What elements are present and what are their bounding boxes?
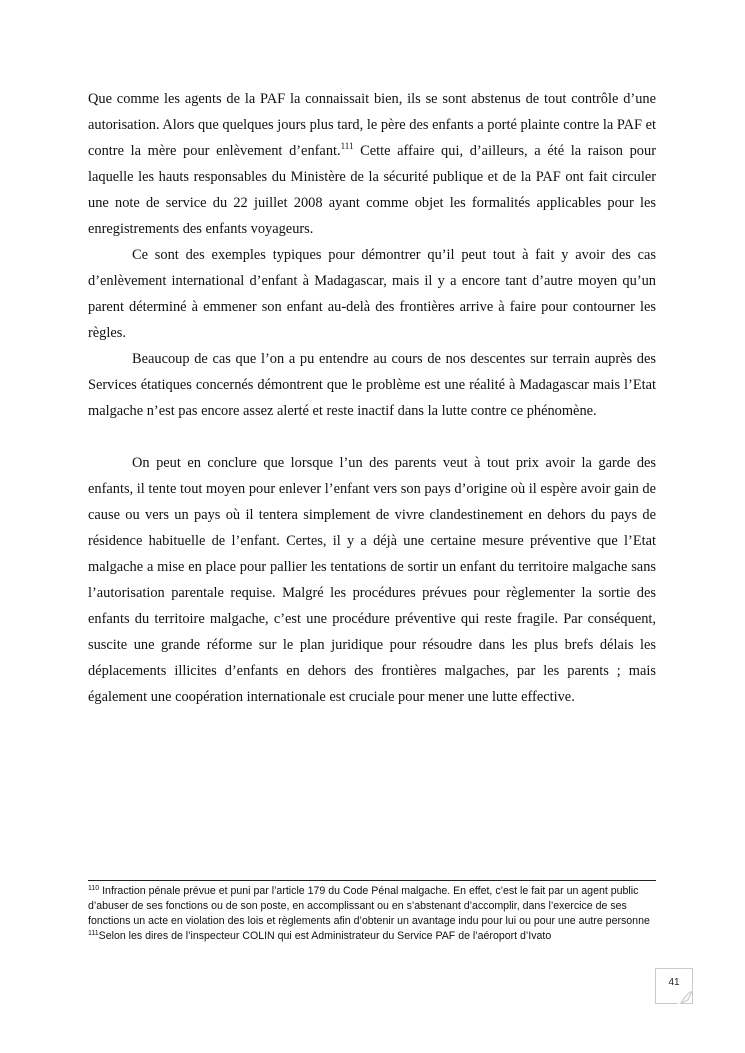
footnote-110	[88, 884, 656, 929]
page-curl-icon	[677, 990, 693, 1004]
paragraph-1	[88, 86, 656, 242]
footnote-number: 110	[88, 885, 100, 892]
paragraph-1-continuation: Cette affaire qui, d’ailleurs, a été la raison pour laquelle les hauts responsables du Ministère de la sécurité publique et de la PAF ont fait circuler une note de service du 22 juillet 2008 ayant comme objet les formalités applicables pour les enregistrements des enfants voyageurs.	[88, 143, 656, 237]
footnote-text: Infraction pénale prévue et puni par l’article 179 du Code Pénal malgache. En effet, c’est le fait par un agent public d’abuser de ses fonctions ou de son poste, en accomplissant ou en s’abstenant d’accomplir, dans l’exercice de ses fonctions un acte en violation des lois et règlements afin d’obtenir un avantage indu pour lui ou pour une autre personne	[88, 885, 650, 927]
footnote-number: 111	[88, 930, 99, 937]
footnote-reference-111[interactable]: 111	[340, 141, 354, 151]
footnote-111	[88, 929, 656, 944]
page-number: 41	[668, 977, 680, 988]
footnote-text: Selon les dires de l’inspecteur COLIN qui est Administrateur du Service PAF de l’aéroport d’Ivato	[98, 930, 552, 942]
footnotes	[88, 884, 656, 944]
paragraph-1-text: Que comme les agents de la PAF la connaissait bien, ils se sont abstenus de tout contrôle d’une autorisation. Alors que quelques jours plus tard, le père des enfants a porté plainte contre la PAF et contre la mère pour enlèvement d’enfant.	[88, 91, 656, 159]
body-text	[88, 86, 656, 710]
paragraph-4: On peut en conclure que lorsque l’un des parents veut à tout prix avoir la garde des enfants, il tente tout moyen pour enlever l’enfant vers son pays d’origine où il espère avoir gain de cause ou vers un pays où il tentera simplement de vivre clandestinement en dehors du pays de résidence habituelle de l’enfant. Certes, il y a déjà une certaine mesure préventive que l’Etat malgache a mise en place pour pallier les tentations de sortir un enfant du territoire malgache sans l’autorisation parentale requise. Malgré les procédures prévues pour règlementer la sortie des enfants du territoire malgache, c’est une procédure préventive qui reste fragile. Par conséquent, suscite une grande réforme sur le plan juridique pour résoudre dans les plus brefs délais les déplacements illicites d’enfants en dehors des frontières malgaches, par les parents ; mais également une coopération internationale est cruciale pour mener une lutte effective.	[88, 455, 656, 705]
paragraph-3: Beaucoup de cas que l’on a pu entendre au cours de nos descentes sur terrain auprès des Services étatiques concernés démontrent que le problème est une réalité à Madagascar mais l’Etat malgache n’est pas encore assez alerté et reste inactif dans la lutte contre ce phénomène.	[88, 351, 656, 419]
paragraph-2: Ce sont des exemples typiques pour démontrer qu’il peut tout à fait y avoir des cas d’enlèvement international d’enfant à Madagascar, mais il y a encore tant d’autre moyen qu’un parent déterminé à emmener son enfant au-delà des frontières arrive à faire pour contourner les règles.	[88, 247, 656, 341]
footnote-separator	[88, 880, 656, 881]
paragraph-spacer	[88, 424, 656, 450]
